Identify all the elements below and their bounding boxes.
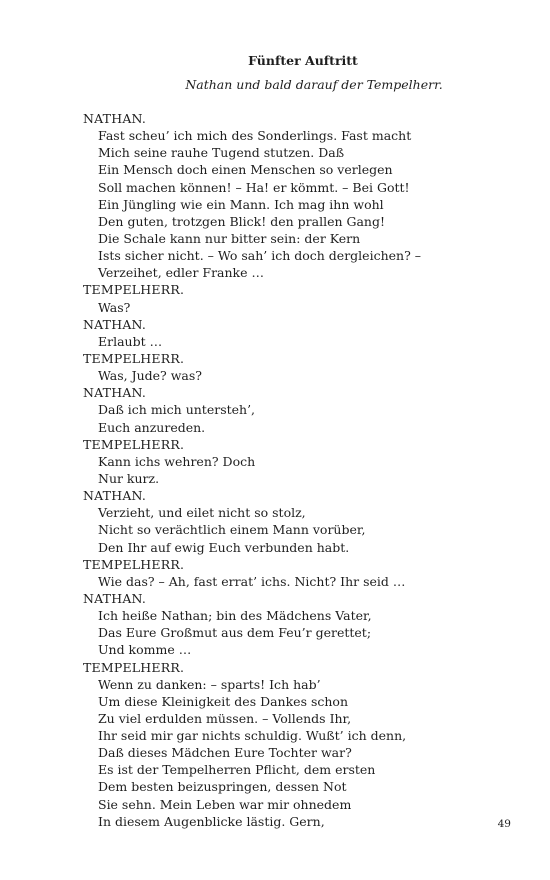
page-number: 49 [497,818,511,830]
play-text [83,110,503,830]
verse-line: Daß ich mich untersteh’, [98,402,256,418]
speaker-name: TEMPELHERR. [83,556,185,572]
verse-line: Nur kurz. [98,470,160,486]
speaker-name: NATHAN. [83,316,147,332]
verse-line: Zu viel erdulden müssen. – Vollends Ihr, [98,710,352,726]
verse-line: Den guten, trotzgen Blick! den prallen Gang! [98,213,386,229]
verse-line: Das Eure Großmut aus dem Feu’r gerettet; [98,625,372,641]
stage-direction: Nathan und bald darauf der Tempelherr. [185,77,443,92]
verse-line: Den Ihr auf ewig Euch verbunden habt. [98,539,350,555]
speaker-name: NATHAN. [83,111,147,126]
speaker-name: TEMPELHERR. [83,436,185,452]
verse-line: Es ist der Tempelherren Pflicht, dem ersten [98,762,376,778]
verse-line: Was, Jude? was? [98,368,202,384]
verse-line: Erlaubt … [98,333,163,349]
speaker-name: NATHAN. [83,590,147,606]
verse-line: Wenn zu danken: – sparts! Ich hab’ [98,676,321,692]
verse-line: Ein Mensch doch einen Menschen so verlegen [98,162,393,178]
verse-line: Soll machen können! – Ha! er kömmt. – Bei Gott! [98,179,410,195]
verse-line: Ihr seid mir gar nichts schuldig. Wußt’ ich denn, [98,728,407,744]
verse-line: Nicht so verächtlich einem Mann vorüber, [98,522,366,538]
verse-line: Sie sehn. Mein Leben war mir ohnedem [98,796,352,812]
verse-line: Ich heiße Nathan; bin des Mädchens Vater, [98,608,372,624]
verse-line: Ists sicher nicht. – Wo sah’ ich doch dergleichen? – [98,248,421,264]
scene-title: Fünfter Auftritt [248,53,358,68]
verse-line: Daß dieses Mädchen Eure Tochter war? [98,745,352,761]
verse-line: Dem besten beizuspringen, dessen Not [98,779,347,795]
verse-line: Fast scheu’ ich mich des Sonderlings. Fast macht [98,128,412,144]
verse-line: Die Schale kann nur bitter sein: der Kern [98,230,361,246]
speaker-name: NATHAN. [83,488,147,504]
verse-line: Kann ichs wehren? Doch [98,453,256,469]
verse-line: Euch anzureden. [98,419,206,435]
verse-line: Wie das? – Ah, fast errat’ ichs. Nicht? Ihr seid … [98,573,406,589]
speaker-name: NATHAN. [83,385,147,401]
verse-line: In diesem Augenblicke lästig. Gern, [98,813,325,829]
speaker-name: TEMPELHERR. [83,659,185,675]
verse-line: Ein Jüngling wie ein Mann. Ich mag ihn wohl [98,196,384,212]
verse-line: Und komme … [98,642,192,658]
speaker-name: TEMPELHERR. [83,282,185,298]
verse-line: Was? [98,299,131,315]
speaker-name: TEMPELHERR. [83,350,185,366]
verse-line: Mich seine rauhe Tugend stutzen. Daß [98,145,345,161]
verse-line: Verzieht, und eilet nicht so stolz, [98,505,306,521]
verse-line: Verzeihet, edler Franke … [98,265,264,281]
verse-line: Um diese Kleinigkeit des Dankes schon [98,693,349,709]
